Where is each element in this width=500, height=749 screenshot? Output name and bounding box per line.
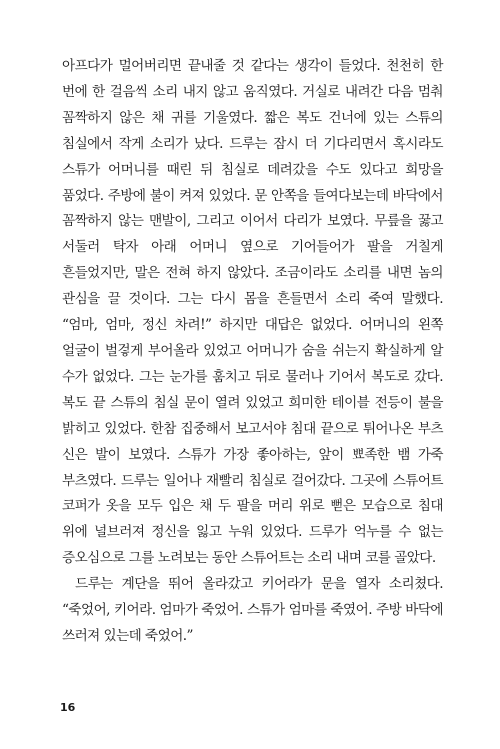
body-text (62, 54, 443, 650)
paragraph-2: 드루는 계단을 뛰어 올라갔고 키어라가 문을 열자 소리쳤다. “죽었어, 키어라. 엄마가 죽었어. 스튜가 엄마를 죽였어. 주방 바닥에 쓰러져 있는데 죽었어.” (62, 576, 443, 644)
page-number: 16 (60, 701, 76, 714)
paragraph-1: 아프다가 멀어버리면 끝내줄 것 같다는 생각이 들었다. 천천히 한 번에 한 걸음씩 소리 내지 않고 움직였다. 거실로 내려간 다음 멈춰 꼼짝하지 않은 채 귀를 기울였다. 짧은 복도 건너에 있는 스튜의 침실에서 작게 소리가 났다. 드루는 잠시 더 기다리면서 혹시라도 스튜가 어머니를 때린 뒤 침실로 데려갔을 수도 있다고 희망을 품었다. 주방에 불이 켜져 있었다. 문 안쪽을 들여다보는데 바닥에서 꼼짝하지 않는 맨발이, 그리고 이어서 다리가 보였다. 무릎을 꿇고 서둘러 탁자 아래 어머니 옆으로 기어들어가 팔을 거칠게 흔들었지만, 말은 전혀 하지 않았다. 조금이라도 소리를 내면 놈의 관심을 끌 것이다. 그는 다시 몸을 흔들면서 소리 죽여 말했다. “엄마, 엄마, 정신 차려!” 하지만 대답은 없었다. 어머니의 왼쪽 얼굴이 벌겋게 부어올라 있었고 어머니가 숨을 쉬는지 확실하게 알 수가 없었다. 그는 눈가를 훔치고 뒤로 물러나 기어서 복도로 갔다. 복도 끝 스튜의 침실 문이 열려 있었고 희미한 테이블 전등이 불을 밝히고 있었다. 한참 집중해서 보고서야 침대 끝으로 튀어나온 부츠 신은 발이 보였다. 스튜가 가장 좋아하는, 앞이 뾰족한 뱀 가죽 부츠였다. 드루는 일어나 재빨리 침실로 걸어갔다. 그곳에 스튜어트 코퍼가 옷을 모두 입은 채 두 팔을 머리 위로 뻗은 모습으로 침대 위에 널브러져 정신을 잃고 누워 있었다. 드루가 억누를 수 없는 증오심으로 그를 노려보는 동안 스튜어트는 소리 내며 코를 골았다. (62, 58, 443, 567)
